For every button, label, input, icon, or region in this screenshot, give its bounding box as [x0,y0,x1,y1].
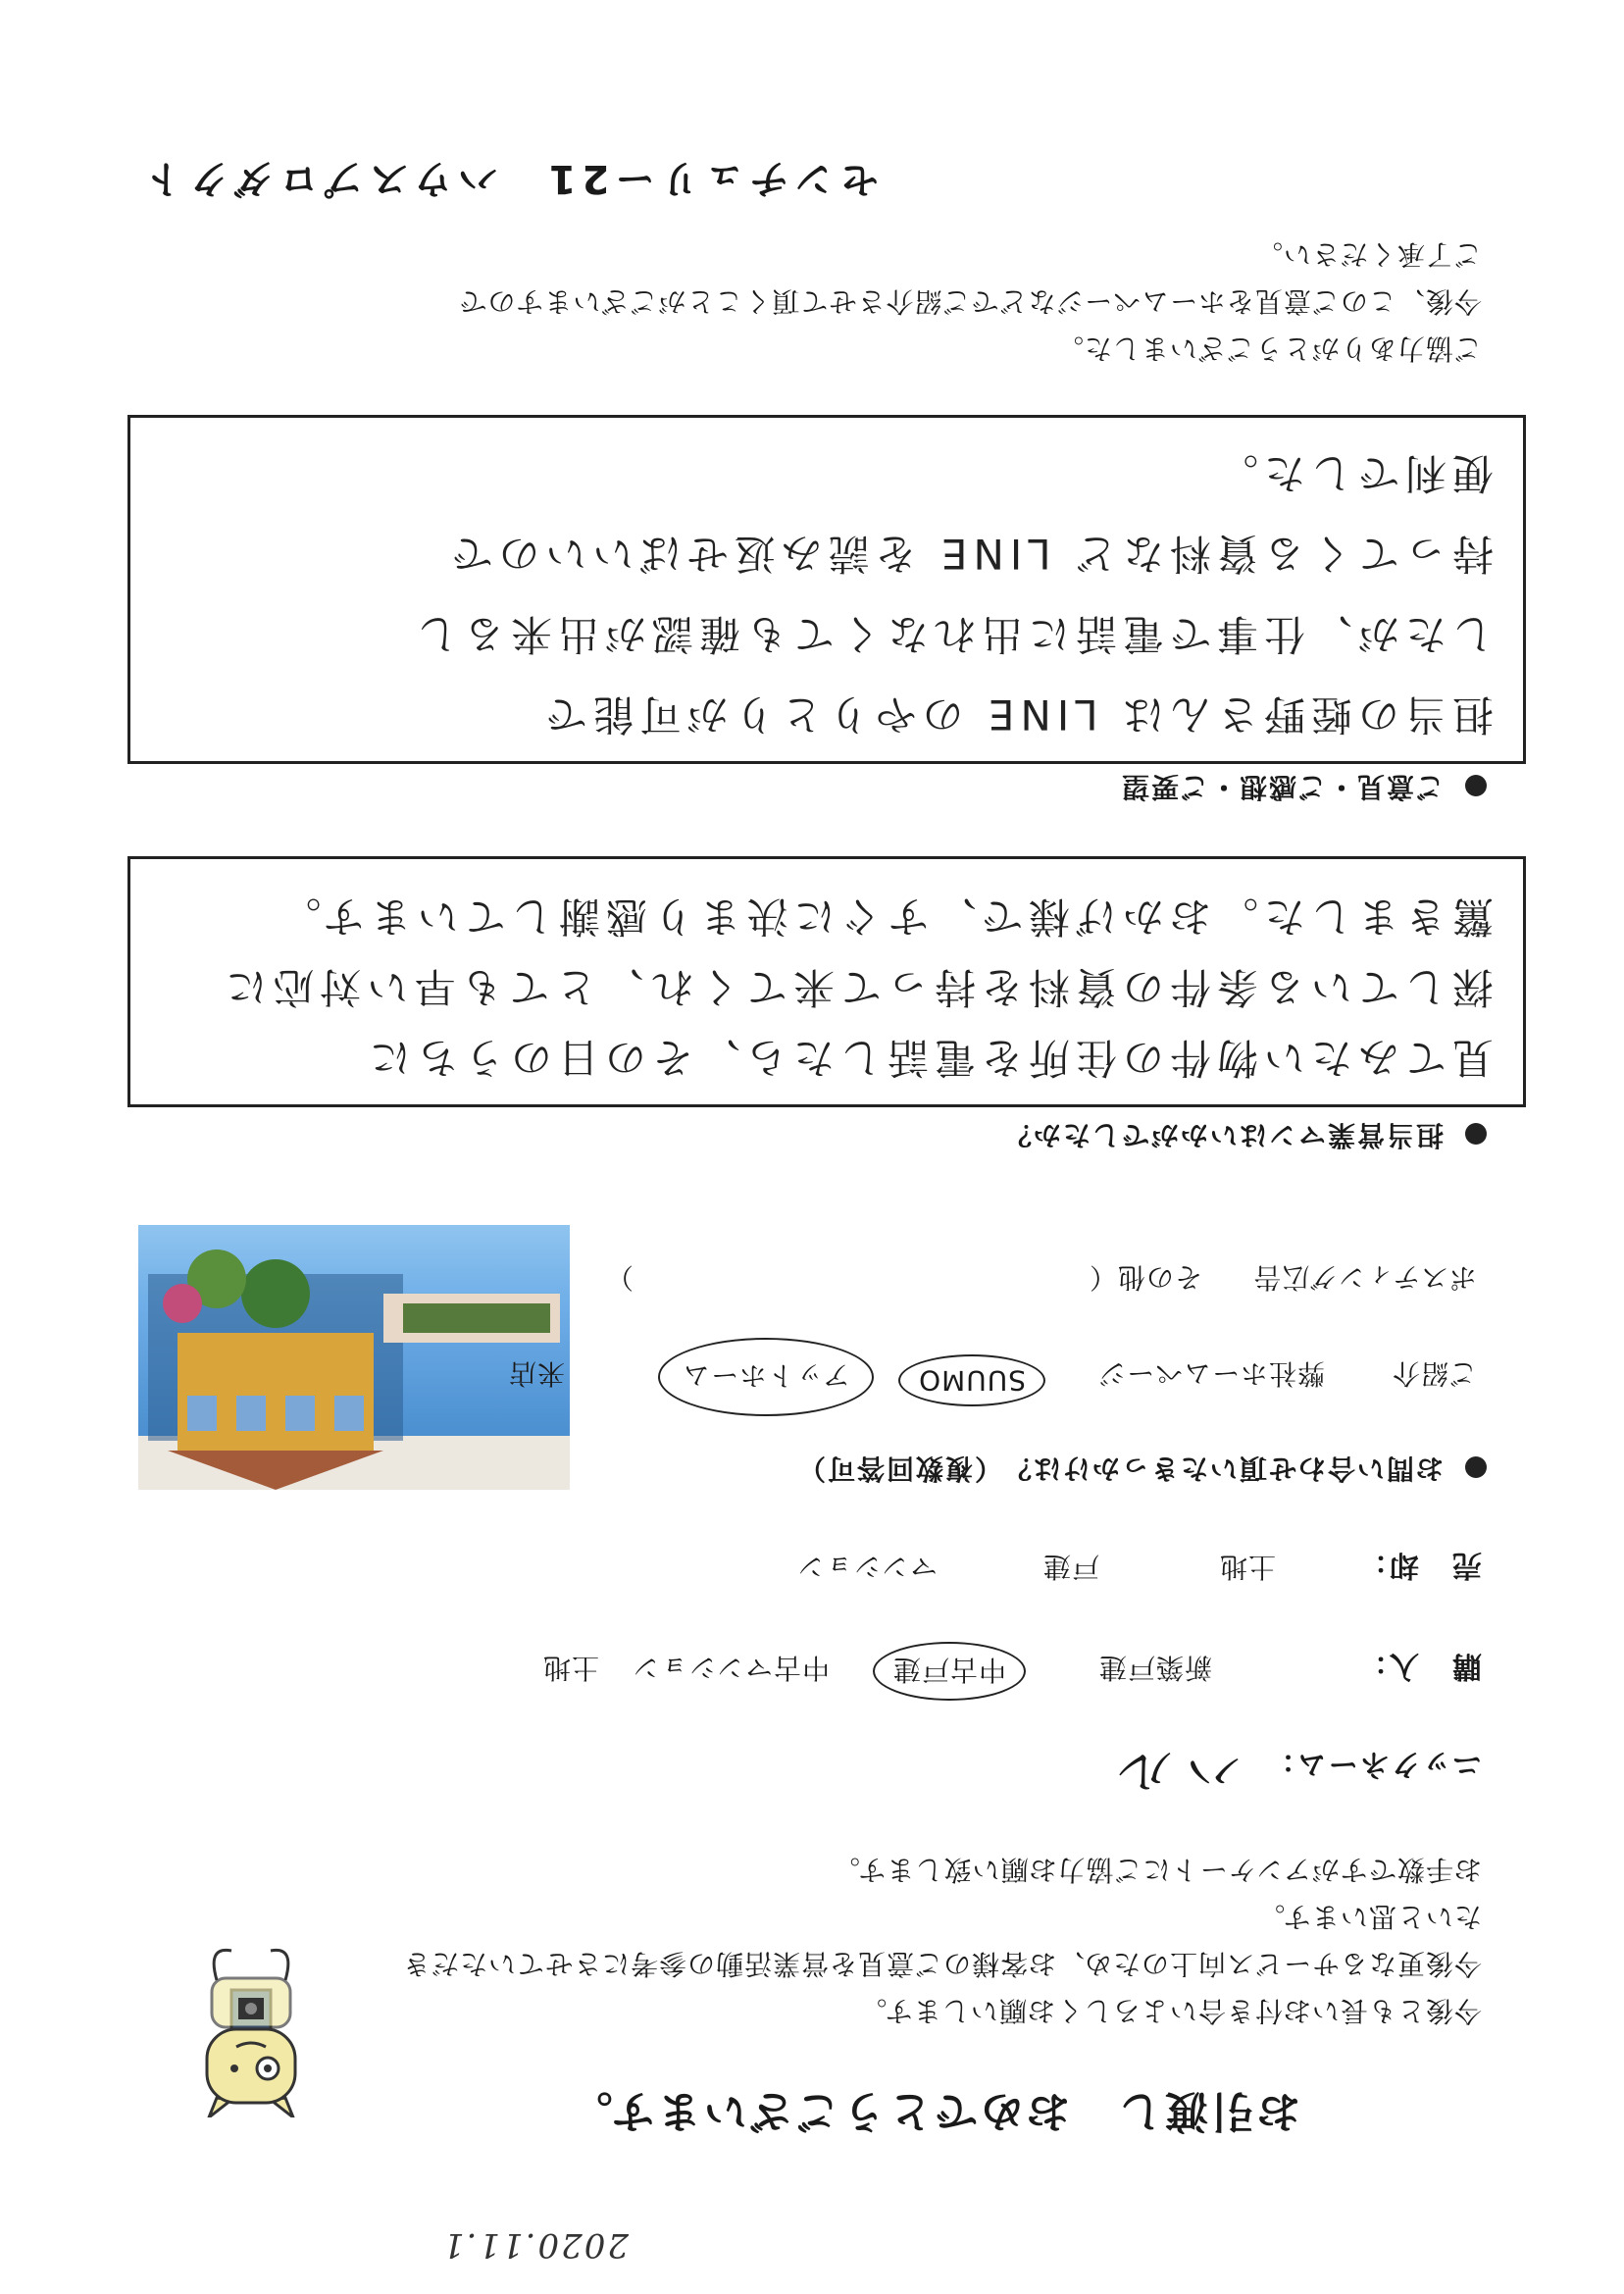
bullet-icon [1465,1456,1487,1478]
intro-line-1: 今後とも長いお付き合いよろしくお願いします。 [858,1995,1482,2027]
opinion-answer-box [127,415,1526,764]
opinion-answer-line-1: 担当の蛭野さんは LINE のやりとりが可能で [539,690,1494,739]
contact-option-suumo-selected: SUUMO [898,1354,1045,1406]
house-photo [138,1225,570,1490]
bullet-icon [1465,1123,1487,1145]
contact-option-other-close: ） [604,1261,634,1294]
question-opinion-text: ご意見・ご感想・ご要望 [1119,771,1444,803]
question-contact [796,1451,1487,1490]
contact-option-posting-ad: ポスティング広告 [1252,1261,1477,1294]
opinion-answer-line-2: したが、仕事で電話に出れなくても確認が出来るし [410,610,1494,658]
staff-answer-line-2: 探している条件の資料を持って来てくれ、とても早い対応に [220,963,1494,1011]
bullet-icon [1465,775,1487,796]
staff-answer-box [127,856,1526,1107]
company-name: センチュリー21 ハウスプロダクト [137,156,879,201]
handwritten-date: 2020.11.1 [440,2225,629,2265]
sale-option-mansion: マンション [796,1551,938,1583]
sale-label: 売 却： [1356,1548,1482,1582]
intro-line-2: 今後更なるサービス向上のため、お客様のご意見を営業活動の参考にさせていただき [402,1948,1482,1980]
purchase-label: 購 入： [1356,1649,1482,1683]
contact-option-referral: ご紹介 [1391,1357,1477,1390]
closing-line-3: ご了承ください。 [1253,238,1482,271]
contact-option-visit: 来店 [507,1357,565,1390]
closing-line-2: 今後、このご意見をホームページなどでご紹介させて頂くことがございますので [458,285,1482,318]
question-staff-text: 担当営業マンはいかがでしたか？ [1001,1119,1444,1151]
closing-line-1: ご協力ありがとうございました。 [1054,332,1482,365]
contact-option-athome-selected: アットホーム [658,1338,874,1416]
sale-option-house: 戸建 [1041,1551,1099,1583]
sale-option-land: 土地 [1218,1551,1276,1583]
purchase-option-land: 土地 [541,1652,599,1684]
question-opinion [1120,769,1487,808]
question-staff [1002,1117,1487,1156]
question-contact-text: お問い合わせ頂いたきっかけは？（複数回答可） [795,1453,1444,1485]
opinion-answer-line-4: 便利でした。 [1210,449,1494,497]
opinion-answer-line-3: 持ってくる資料など LINE を読み返せばいいので [445,530,1494,578]
contact-option-other: その他（ [1088,1261,1202,1294]
nickname-label: ニックネーム： [1263,1747,1482,1781]
nickname-value: ハル [1104,1738,1242,1802]
purchase-option-new-house: 新築戸建 [1097,1652,1212,1684]
purchase-option-used-house-selected: 中古戸建 [873,1642,1026,1701]
mascot-image [187,1941,315,2117]
intro-line-4: お手数ですがアンケートにご協力お願い致します。 [831,1854,1482,1886]
staff-answer-line-3: 驚きました。おかげ様で、すぐに決まり感謝しています。 [274,892,1494,941]
intro-line-3: たいと思います。 [1256,1901,1482,1933]
page-title: お引渡し おめでとうございます。 [566,2086,1300,2136]
staff-answer-line-1: 見てみたい物件の住所を電話したら、その日のうちに [363,1034,1494,1082]
purchase-option-used-mansion: 中古マンション [632,1652,830,1684]
contact-option-homepage: 弊社ホームページ [1097,1357,1325,1390]
